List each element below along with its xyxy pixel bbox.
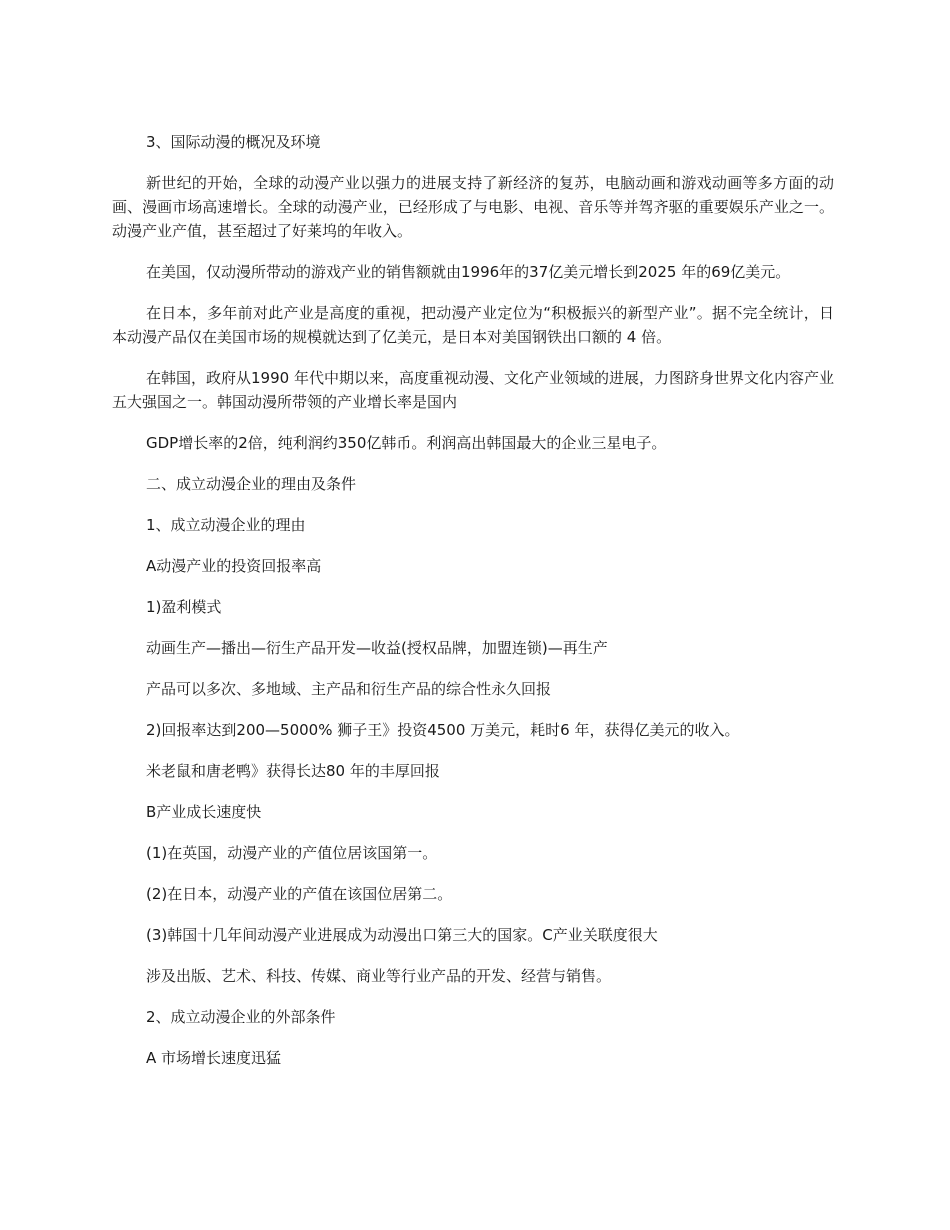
subsection-heading-2: 2、成立动漫企业的外部条件 (146, 1008, 336, 1026)
item-profit-model: 1)盈利模式 (146, 598, 222, 616)
point-b-heading: B产业成长速度快 (146, 803, 262, 821)
paragraph-japan: 在日本，多年前对此产业是高度的重视，把动漫产业定位为“积极振兴的新型产业”。据不完全统计，日本动漫产品仅在美国市场的规模就达到了亿美元，是日本对美国钢铁出口额的 4 倍。 (112, 304, 834, 346)
item-japan: (2)在日本，动漫产业的产值在该国位居第二。 (146, 885, 453, 903)
item-industries: 涉及出版、艺术、科技、传媒、商业等行业产品的开发、经营与销售。 (146, 967, 612, 985)
document-body (112, 130, 834, 1087)
paragraph-global-overview: 新世纪的开始，全球的动漫产业以强力的进展支持了新经济的复苏，电脑动画和游戏动画等多方面的动画、漫画市场高速增长。全球的动漫产业，已经形成了与电影、电视、音乐等并驾齐驱的重要娱乐产业之一。动漫产业产值，甚至超过了好莱坞的年收入。 (112, 174, 834, 240)
item-returns-description: 产品可以多次、多地域、主产品和衍生产品的综合性永久回报 (146, 680, 552, 698)
paragraph-korea: 在韩国，政府从1990 年代中期以来，高度重视动漫、文化产业领域的进展，力图跻身世界文化内容产业五大强国之一。韩国动漫所带领的产业增长率是国内 (112, 369, 834, 411)
point-a-market: A 市场增长速度迅猛 (146, 1049, 282, 1067)
paragraph-korea-gdp: GDP增长率的2倍，纯利润约350亿韩币。利润高出韩国最大的企业三星电子。 (146, 434, 667, 452)
item-production-chain: 动画生产—播出—衍生产品开发—收益(授权品牌，加盟连锁)—再生产 (146, 639, 608, 657)
section-heading-2: 二、成立动漫企业的理由及条件 (146, 475, 357, 493)
paragraph-usa: 在美国，仅动漫所带动的游戏产业的销售额就由1996年的37亿美元增长到2025 年的69亿美元。 (146, 263, 791, 281)
item-uk: (1)在英国，动漫产业的产值位居该国第一。 (146, 844, 438, 862)
section-heading: 3、国际动漫的概况及环境 (146, 133, 321, 151)
subsection-heading-1: 1、成立动漫企业的理由 (146, 516, 306, 534)
item-return-rate: 2)回报率达到200—5000% 狮子王》投资4500 万美元，耗时6 年，获得亿美元的收入。 (146, 721, 740, 739)
item-mickey-donald: 米老鼠和唐老鸭》获得长达80 年的丰厚回报 (146, 762, 440, 780)
item-korea: (3)韩国十几年间动漫产业进展成为动漫出口第三大的国家。C产业关联度很大 (146, 926, 658, 944)
point-a-heading: A动漫产业的投资回报率高 (146, 557, 322, 575)
